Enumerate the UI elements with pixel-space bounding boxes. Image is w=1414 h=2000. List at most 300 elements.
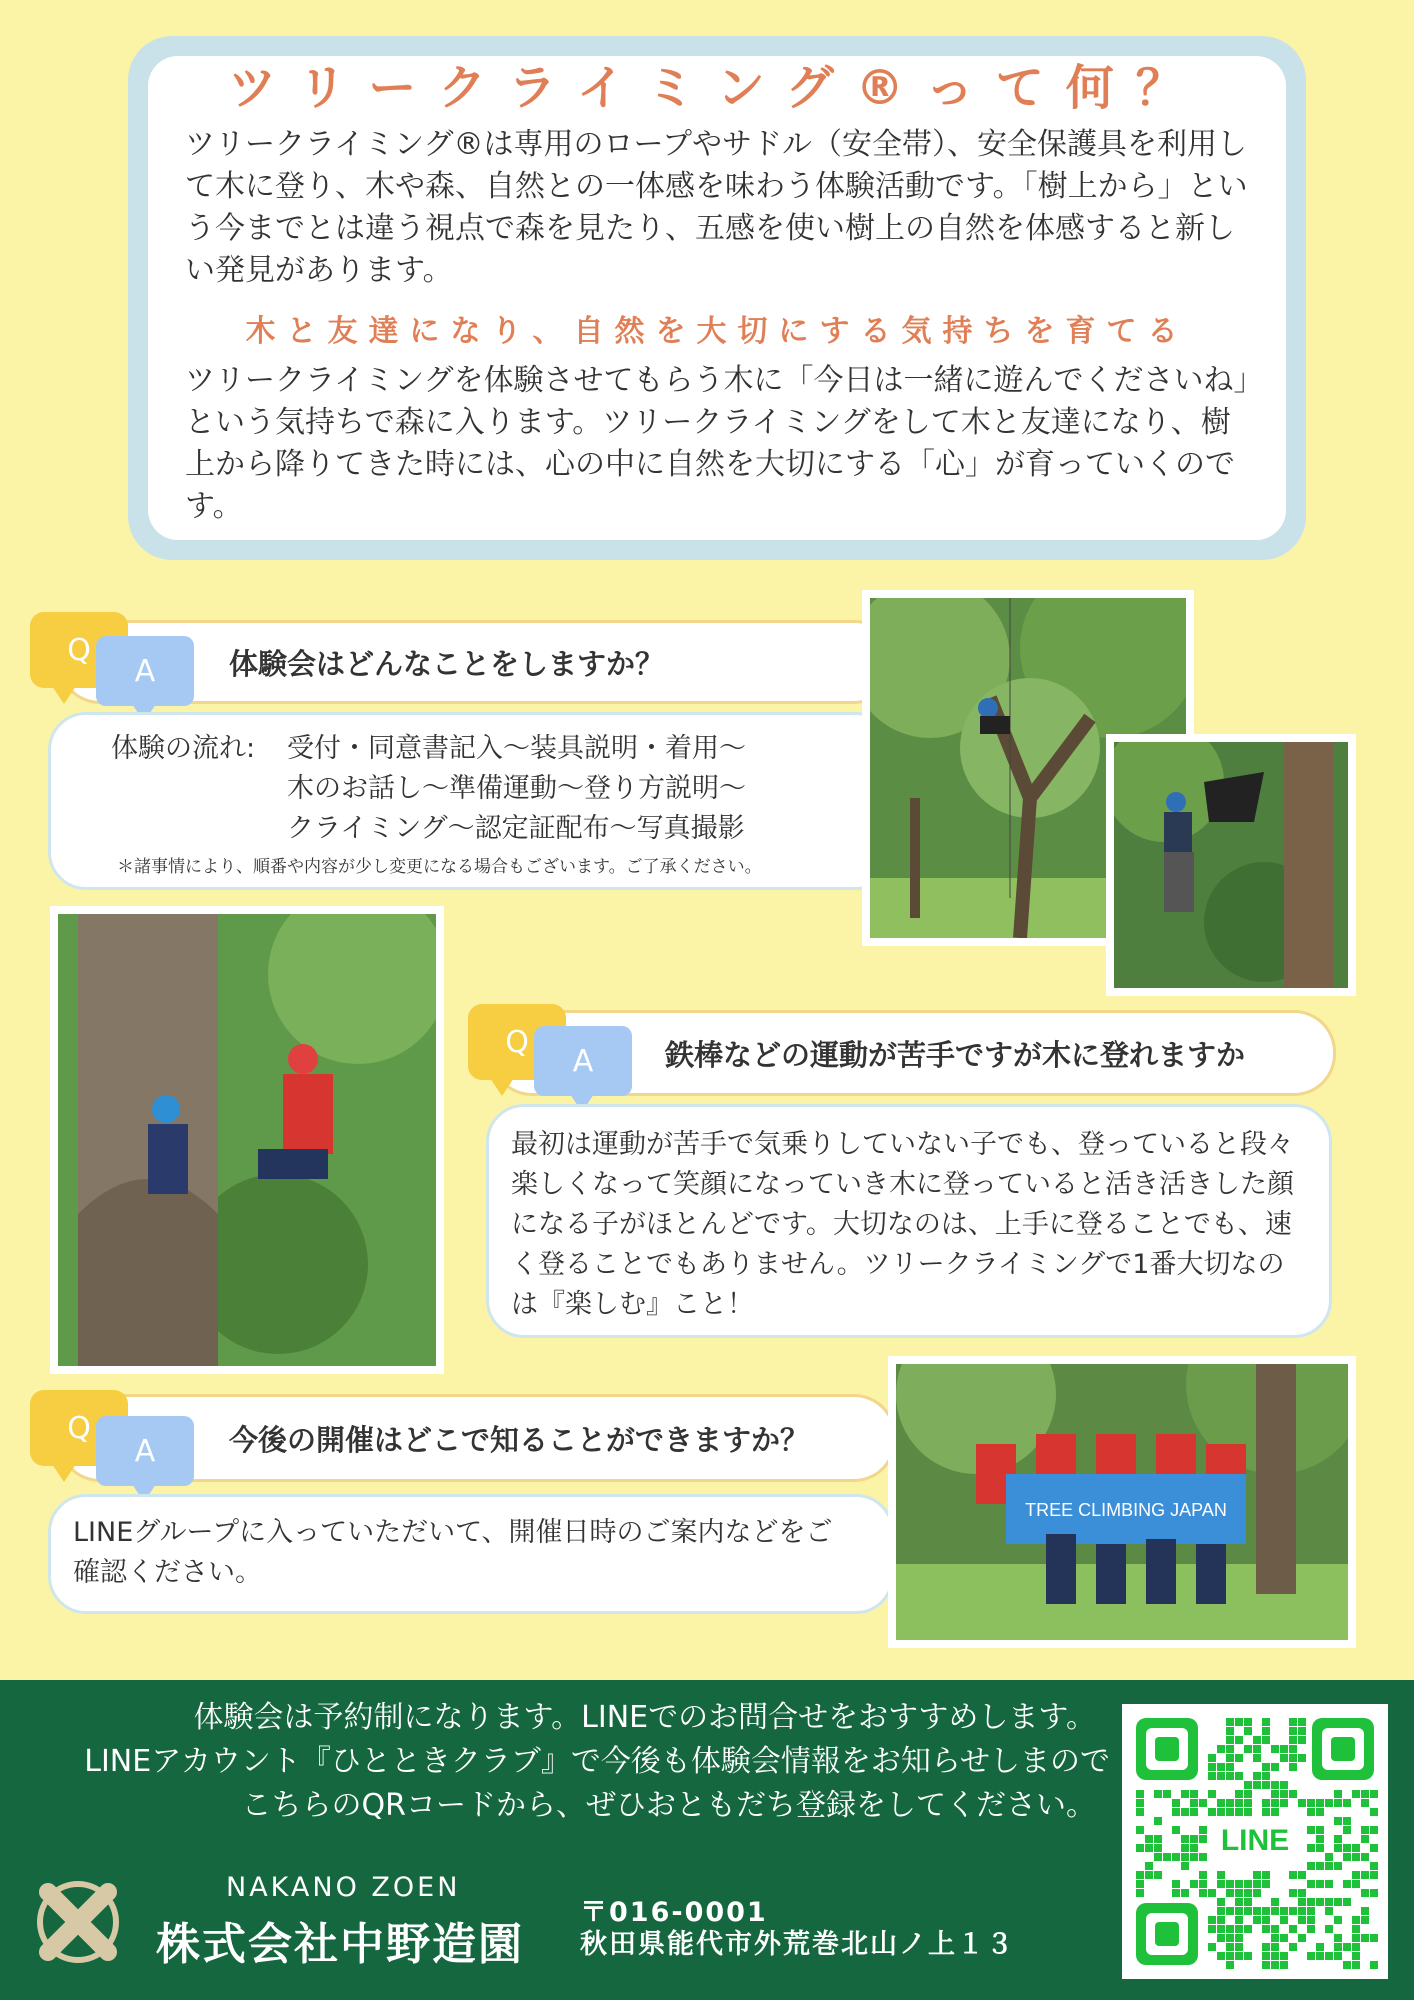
qr-module bbox=[1352, 1916, 1360, 1924]
qr-module bbox=[1154, 1871, 1162, 1879]
qr-module bbox=[1307, 1925, 1315, 1933]
qr-module bbox=[1244, 1745, 1252, 1753]
qr-module bbox=[1289, 1718, 1297, 1726]
qr-module bbox=[1334, 1862, 1342, 1870]
footer-line-2: LINEアカウント『ひとときクラブ』で今後も体験会情報をお知らせしまので bbox=[84, 1744, 1110, 1779]
qr-module bbox=[1280, 1952, 1288, 1960]
qr-module bbox=[1262, 1907, 1270, 1915]
qr-module bbox=[1262, 1799, 1270, 1807]
qr-module bbox=[1352, 1853, 1360, 1861]
qr-module bbox=[1298, 1754, 1306, 1762]
qr-module bbox=[1244, 1952, 1252, 1960]
qr-module bbox=[1262, 1736, 1270, 1744]
qr-module bbox=[1217, 1799, 1225, 1807]
qr-module bbox=[1316, 1808, 1324, 1816]
qr-module bbox=[1226, 1880, 1234, 1888]
photo-banner-text: TREE CLIMBING JAPAN bbox=[1025, 1500, 1227, 1520]
qr-module bbox=[1154, 1853, 1162, 1861]
qr-module bbox=[1199, 1835, 1207, 1843]
question-1-text: 体験会はどんなことをしますか？ bbox=[229, 646, 665, 681]
qr-module bbox=[1280, 1745, 1288, 1753]
qr-module bbox=[1253, 1781, 1261, 1789]
qr-module bbox=[1136, 1880, 1144, 1888]
qr-module bbox=[1172, 1808, 1180, 1816]
company-name: 株式会社中野造園 bbox=[156, 1919, 524, 1970]
qr-module bbox=[1352, 1943, 1360, 1951]
qr-module bbox=[1262, 1880, 1270, 1888]
qr-module bbox=[1208, 1790, 1216, 1798]
qr-module bbox=[1145, 1835, 1153, 1843]
qr-module bbox=[1226, 1718, 1234, 1726]
qr-module bbox=[1181, 1862, 1189, 1870]
qr-module bbox=[1208, 1808, 1216, 1816]
qr-module bbox=[1316, 1862, 1324, 1870]
qr-module bbox=[1280, 1961, 1288, 1969]
qr-module bbox=[1271, 1925, 1279, 1933]
answer-1 bbox=[48, 712, 894, 890]
qr-module bbox=[1217, 1952, 1225, 1960]
qr-module bbox=[1226, 1961, 1234, 1969]
qr-module bbox=[1325, 1880, 1333, 1888]
qr-module bbox=[1334, 1934, 1342, 1942]
qr-module bbox=[1334, 1844, 1342, 1852]
qr-module bbox=[1244, 1907, 1252, 1915]
qr-module bbox=[1307, 1898, 1315, 1906]
qr-module bbox=[1181, 1853, 1189, 1861]
question-2-text: 鉄棒などの運動が苦手ですが木に登れますか bbox=[665, 1037, 1246, 1072]
qr-module bbox=[1361, 1835, 1369, 1843]
address: 秋田県能代市外荒巻北山ノ上１３ bbox=[580, 1929, 1015, 1960]
qr-module bbox=[1235, 1952, 1243, 1960]
qr-module bbox=[1289, 1790, 1297, 1798]
qr-module bbox=[1289, 1736, 1297, 1744]
qr-module bbox=[1136, 1871, 1144, 1879]
qr-module bbox=[1298, 1934, 1306, 1942]
qr-module bbox=[1352, 1871, 1360, 1879]
qr-module bbox=[1280, 1907, 1288, 1915]
qr-module bbox=[1271, 1790, 1279, 1798]
qr-module bbox=[1190, 1799, 1198, 1807]
qr-module bbox=[1316, 1880, 1324, 1888]
qr-module bbox=[1334, 1898, 1342, 1906]
intro-title: ツリークライミング®って何？ bbox=[228, 60, 1206, 116]
qr-module bbox=[1181, 1844, 1189, 1852]
qr-module bbox=[1280, 1799, 1288, 1807]
qr-module bbox=[1280, 1754, 1288, 1762]
qr-module bbox=[1226, 1934, 1234, 1942]
qr-module bbox=[1298, 1907, 1306, 1915]
qr-module bbox=[1289, 1871, 1297, 1879]
intro-paragraph: ツリークライミング®は専用のロープやサドル（安全帯）、安全保護具を利用して木に登り、木や森、自然との一体感を味わう体験活動です。「樹上から」という今までとは違う視点で森を見たり、五感を使い樹上の自然を体感すると新しい発見があります。 bbox=[185, 127, 1248, 288]
qr-module bbox=[1361, 1871, 1369, 1879]
answer-3 bbox=[48, 1494, 894, 1614]
qr-module bbox=[1352, 1961, 1360, 1969]
qr-module bbox=[1370, 1826, 1378, 1834]
qr-module bbox=[1172, 1853, 1180, 1861]
qr-module bbox=[1190, 1835, 1198, 1843]
qr-module bbox=[1325, 1925, 1333, 1933]
qr-module bbox=[1343, 1898, 1351, 1906]
qr-module bbox=[1217, 1916, 1225, 1924]
qr-module bbox=[1217, 1925, 1225, 1933]
qr-module bbox=[1370, 1862, 1378, 1870]
qr-module bbox=[1217, 1907, 1225, 1915]
qr-module bbox=[1163, 1853, 1171, 1861]
qr-module bbox=[1190, 1844, 1198, 1852]
qr-module bbox=[1361, 1853, 1369, 1861]
qr-module bbox=[1217, 1871, 1225, 1879]
qr-module bbox=[1244, 1808, 1252, 1816]
qr-module bbox=[1370, 1934, 1378, 1942]
qr-module bbox=[1370, 1889, 1378, 1897]
qr-module bbox=[1199, 1880, 1207, 1888]
qr-module bbox=[1316, 1898, 1324, 1906]
qr-module bbox=[1244, 1880, 1252, 1888]
qr-module bbox=[1199, 1889, 1207, 1897]
photo-climbing-pair bbox=[50, 906, 444, 1374]
qr-module bbox=[1136, 1826, 1144, 1834]
qr-module bbox=[1145, 1862, 1153, 1870]
qr-module bbox=[1352, 1925, 1360, 1933]
answer-1-line: クライミング～認定証配布～写真撮影 bbox=[287, 813, 745, 844]
qr-module bbox=[1226, 1952, 1234, 1960]
qr-module bbox=[1235, 1718, 1243, 1726]
qr-module bbox=[1298, 1799, 1306, 1807]
qr-module bbox=[1316, 1799, 1324, 1807]
qr-module bbox=[1253, 1772, 1261, 1780]
qr-module bbox=[1352, 1934, 1360, 1942]
qr-module bbox=[1208, 1916, 1216, 1924]
qr-module bbox=[1226, 1943, 1234, 1951]
qr-module bbox=[1235, 1925, 1243, 1933]
qr-module bbox=[1316, 1943, 1324, 1951]
qr-module bbox=[1307, 1916, 1315, 1924]
qr-module bbox=[1262, 1925, 1270, 1933]
qr-module bbox=[1307, 1799, 1315, 1807]
qr-module bbox=[1262, 1916, 1270, 1924]
qr-module bbox=[1145, 1844, 1153, 1852]
qr-module bbox=[1343, 1961, 1351, 1969]
qr-module bbox=[1370, 1844, 1378, 1852]
qr-module bbox=[1154, 1835, 1162, 1843]
qr-module bbox=[1208, 1889, 1216, 1897]
qr-module bbox=[1307, 1952, 1315, 1960]
qr-module bbox=[1136, 1808, 1144, 1816]
qr-module bbox=[1262, 1772, 1270, 1780]
qr-module bbox=[1181, 1790, 1189, 1798]
qr-module bbox=[1316, 1844, 1324, 1852]
question-3-text: 今後の開催はどこで知ることができますか？ bbox=[229, 1422, 810, 1457]
a-badge-label: A bbox=[134, 1433, 156, 1469]
qr-module bbox=[1208, 1763, 1216, 1771]
qr-module bbox=[1298, 1871, 1306, 1879]
qr-module bbox=[1352, 1880, 1360, 1888]
company-logo-icon bbox=[28, 1872, 128, 1972]
qr-module bbox=[1199, 1871, 1207, 1879]
qr-module bbox=[1199, 1853, 1207, 1861]
qr-module bbox=[1253, 1736, 1261, 1744]
qr-module bbox=[1316, 1952, 1324, 1960]
qr-module bbox=[1136, 1799, 1144, 1807]
answer-2-text: 最初は運動が苦手で気乗りしていない子でも、登っていると段々楽しくなって笑顔になっていき木に登っていると活き活きした顔になる子がほとんどです。大切なのは、上手に登ることでも、速く登ることでもありません。ツリークライミングで1番大切なのは『楽しむ』こと！ bbox=[511, 1129, 1294, 1320]
footer-line-1: 体験会は予約制になります。LINEでのお問合せをおすすめします。 bbox=[193, 1700, 1096, 1735]
a-badge bbox=[96, 636, 194, 706]
qr-module bbox=[1307, 1844, 1315, 1852]
qr-module bbox=[1235, 1754, 1243, 1762]
qr-module bbox=[1226, 1808, 1234, 1816]
qr-module bbox=[1172, 1799, 1180, 1807]
answer-1-line: 木のお話し～準備運動～登り方説明～ bbox=[287, 773, 746, 804]
qr-module bbox=[1235, 1934, 1243, 1942]
qr-module bbox=[1280, 1790, 1288, 1798]
a-badge-label: A bbox=[134, 653, 156, 689]
qr-module bbox=[1280, 1916, 1288, 1924]
qr-module bbox=[1316, 1835, 1324, 1843]
answer-1-note: ＊諸事情により、順番や内容が少し変更になる場合もございます。ご了承ください。 bbox=[117, 857, 762, 877]
qr-module bbox=[1244, 1898, 1252, 1906]
qr-module bbox=[1217, 1898, 1225, 1906]
qr-module bbox=[1343, 1853, 1351, 1861]
qr-module bbox=[1325, 1853, 1333, 1861]
qr-module bbox=[1271, 1763, 1279, 1771]
intro-paragraph-2: ツリークライミングを体験させてもらう木に「今日は一緒に遊んでくださいね」という気持ちで森に入ります。ツリークライミングをして木と友達になり、樹上から降りてきた時には、心の中に自然を大切にする「心」が育っていくのです。 bbox=[185, 363, 1249, 524]
qr-module bbox=[1298, 1889, 1306, 1897]
qr-module bbox=[1217, 1745, 1225, 1753]
qr-module bbox=[1208, 1943, 1216, 1951]
answer-1-label: 体験の流れ: bbox=[111, 733, 256, 764]
qr-module bbox=[1262, 1952, 1270, 1960]
qr-module bbox=[1253, 1916, 1261, 1924]
q-badge-label: Q bbox=[67, 1410, 91, 1446]
qr-module bbox=[1190, 1853, 1198, 1861]
qr-module bbox=[1199, 1826, 1207, 1834]
qr-module bbox=[1235, 1943, 1243, 1951]
qr-module bbox=[1262, 1781, 1270, 1789]
qr-module bbox=[1235, 1889, 1243, 1897]
qr-module bbox=[1226, 1799, 1234, 1807]
qr-module bbox=[1136, 1790, 1144, 1798]
qr-module bbox=[1352, 1844, 1360, 1852]
qr-module bbox=[1325, 1952, 1333, 1960]
a-badge bbox=[534, 1026, 632, 1096]
qr-module bbox=[1316, 1826, 1324, 1834]
answer-2 bbox=[486, 1104, 1332, 1338]
qr-module bbox=[1271, 1745, 1279, 1753]
qr-module bbox=[1262, 1763, 1270, 1771]
qr-module bbox=[1217, 1934, 1225, 1942]
qr-module bbox=[1298, 1727, 1306, 1735]
qr-module bbox=[1235, 1772, 1243, 1780]
qr-module bbox=[1289, 1727, 1297, 1735]
qr-module bbox=[1343, 1799, 1351, 1807]
footer-line-3: こちらのQRコードから、ぜひおともだち登録をしてください。 bbox=[241, 1788, 1096, 1823]
company-name-en: NAKANO ZOEN bbox=[226, 1872, 461, 1903]
qr-module bbox=[1154, 1844, 1162, 1852]
qr-module bbox=[1172, 1880, 1180, 1888]
q-badge-label: Q bbox=[505, 1024, 529, 1060]
qr-module bbox=[1163, 1790, 1171, 1798]
qr-module bbox=[1253, 1871, 1261, 1879]
qr-module bbox=[1370, 1808, 1378, 1816]
qr-module bbox=[1217, 1772, 1225, 1780]
qr-module bbox=[1298, 1718, 1306, 1726]
qr-module bbox=[1352, 1790, 1360, 1798]
qr-module bbox=[1199, 1799, 1207, 1807]
qr-module bbox=[1217, 1880, 1225, 1888]
qr-module bbox=[1244, 1889, 1252, 1897]
qr-module bbox=[1370, 1871, 1378, 1879]
qr-module bbox=[1334, 1916, 1342, 1924]
qr-module bbox=[1244, 1727, 1252, 1735]
qr-module bbox=[1298, 1898, 1306, 1906]
qr-module bbox=[1235, 1790, 1243, 1798]
qr-module bbox=[1226, 1772, 1234, 1780]
qr-module bbox=[1370, 1790, 1378, 1798]
qr-module bbox=[1226, 1889, 1234, 1897]
qr-module bbox=[1271, 1907, 1279, 1915]
qr-module bbox=[1361, 1889, 1369, 1897]
qr-module bbox=[1235, 1808, 1243, 1816]
qr-module bbox=[1226, 1907, 1234, 1915]
qr-module bbox=[1325, 1898, 1333, 1906]
qr-module bbox=[1226, 1925, 1234, 1933]
qr-module bbox=[1136, 1889, 1144, 1897]
qr-module bbox=[1361, 1826, 1369, 1834]
qr-module bbox=[1307, 1808, 1315, 1816]
qr-module bbox=[1298, 1916, 1306, 1924]
qr-module bbox=[1208, 1754, 1216, 1762]
qr-module bbox=[1343, 1943, 1351, 1951]
qr-module bbox=[1208, 1925, 1216, 1933]
qr-module bbox=[1334, 1817, 1342, 1825]
qr-module bbox=[1343, 1880, 1351, 1888]
qr-module bbox=[1253, 1880, 1261, 1888]
qr-module bbox=[1334, 1952, 1342, 1960]
qr-module bbox=[1271, 1898, 1279, 1906]
qr-module bbox=[1271, 1961, 1279, 1969]
qr-module bbox=[1253, 1745, 1261, 1753]
qr-module bbox=[1217, 1763, 1225, 1771]
qr-module bbox=[1262, 1871, 1270, 1879]
qr-module bbox=[1235, 1907, 1243, 1915]
qr-module bbox=[1190, 1880, 1198, 1888]
photo-child-saddle bbox=[1106, 734, 1356, 996]
postal-code: 〒016-0001 bbox=[580, 1897, 768, 1928]
qr-module bbox=[1334, 1943, 1342, 1951]
qr-module bbox=[1235, 1736, 1243, 1744]
qr-module bbox=[1253, 1907, 1261, 1915]
qr-module bbox=[1307, 1862, 1315, 1870]
qr-module bbox=[1271, 1943, 1279, 1951]
photo-group bbox=[888, 1356, 1356, 1648]
qr-module bbox=[1343, 1826, 1351, 1834]
qr-module bbox=[1334, 1790, 1342, 1798]
qr-module bbox=[1289, 1763, 1297, 1771]
qr-module bbox=[1280, 1934, 1288, 1942]
qr-module bbox=[1334, 1799, 1342, 1807]
qr-module bbox=[1244, 1718, 1252, 1726]
qr-module bbox=[1361, 1790, 1369, 1798]
qr-module bbox=[1370, 1961, 1378, 1969]
qr-module bbox=[1343, 1844, 1351, 1852]
qr-module bbox=[1289, 1745, 1297, 1753]
a-badge-label: A bbox=[572, 1043, 594, 1079]
qr-module bbox=[1181, 1808, 1189, 1816]
qr-module bbox=[1271, 1934, 1279, 1942]
qr-module bbox=[1262, 1727, 1270, 1735]
qr-module bbox=[1271, 1808, 1279, 1816]
qr-module bbox=[1154, 1817, 1162, 1825]
answer-3-text: LINEグループに入っていただいて、開催日時のご案内などをご確認ください。 bbox=[73, 1517, 833, 1588]
qr-module bbox=[1235, 1898, 1243, 1906]
qr-module bbox=[1181, 1835, 1189, 1843]
q-badge-label: Q bbox=[67, 632, 91, 668]
qr-module bbox=[1280, 1781, 1288, 1789]
qr-module bbox=[1235, 1880, 1243, 1888]
qr-module bbox=[1235, 1799, 1243, 1807]
qr-module bbox=[1244, 1925, 1252, 1933]
qr-module bbox=[1208, 1772, 1216, 1780]
qr-module bbox=[1226, 1736, 1234, 1744]
qr-module bbox=[1307, 1907, 1315, 1915]
qr-module bbox=[1226, 1754, 1234, 1762]
qr-module bbox=[1361, 1916, 1369, 1924]
qr-module bbox=[1253, 1889, 1261, 1897]
qr-module bbox=[1289, 1907, 1297, 1915]
qr-module bbox=[1271, 1781, 1279, 1789]
qr-module bbox=[1226, 1763, 1234, 1771]
qr-module bbox=[1334, 1835, 1342, 1843]
qr-module bbox=[1262, 1961, 1270, 1969]
qr-module bbox=[1154, 1790, 1162, 1798]
qr-module bbox=[1343, 1817, 1351, 1825]
qr-module bbox=[1352, 1952, 1360, 1960]
qr-module bbox=[1172, 1889, 1180, 1897]
qr-module bbox=[1244, 1790, 1252, 1798]
qr-module bbox=[1145, 1871, 1153, 1879]
qr-module bbox=[1190, 1808, 1198, 1816]
intro-subtitle: 木と友達になり、自然を大切にする気持ちを育てる bbox=[245, 314, 1189, 349]
qr-module bbox=[1271, 1952, 1279, 1960]
qr-module bbox=[1289, 1889, 1297, 1897]
qr-module bbox=[1325, 1907, 1333, 1915]
qr-module bbox=[1181, 1889, 1189, 1897]
qr-module bbox=[1271, 1799, 1279, 1807]
qr-module bbox=[1325, 1862, 1333, 1870]
qr-module bbox=[1262, 1718, 1270, 1726]
qr-module bbox=[1289, 1943, 1297, 1951]
qr-module bbox=[1307, 1826, 1315, 1834]
qr-module bbox=[1361, 1799, 1369, 1807]
qr-module bbox=[1253, 1754, 1261, 1762]
qr-module bbox=[1136, 1844, 1144, 1852]
qr-module bbox=[1361, 1907, 1369, 1915]
qr-module bbox=[1226, 1745, 1234, 1753]
line-qr-code[interactable] bbox=[1122, 1704, 1388, 1979]
qr-module bbox=[1289, 1925, 1297, 1933]
qr-module bbox=[1217, 1808, 1225, 1816]
qr-module bbox=[1325, 1799, 1333, 1807]
qr-line-label: LINE bbox=[1220, 1824, 1290, 1857]
qr-module bbox=[1289, 1754, 1297, 1762]
qr-module bbox=[1307, 1880, 1315, 1888]
qr-module bbox=[1172, 1826, 1180, 1834]
qr-module bbox=[1298, 1736, 1306, 1744]
qr-module bbox=[1190, 1790, 1198, 1798]
qr-module bbox=[1235, 1916, 1243, 1924]
qr-module bbox=[1244, 1799, 1252, 1807]
qr-module bbox=[1262, 1943, 1270, 1951]
